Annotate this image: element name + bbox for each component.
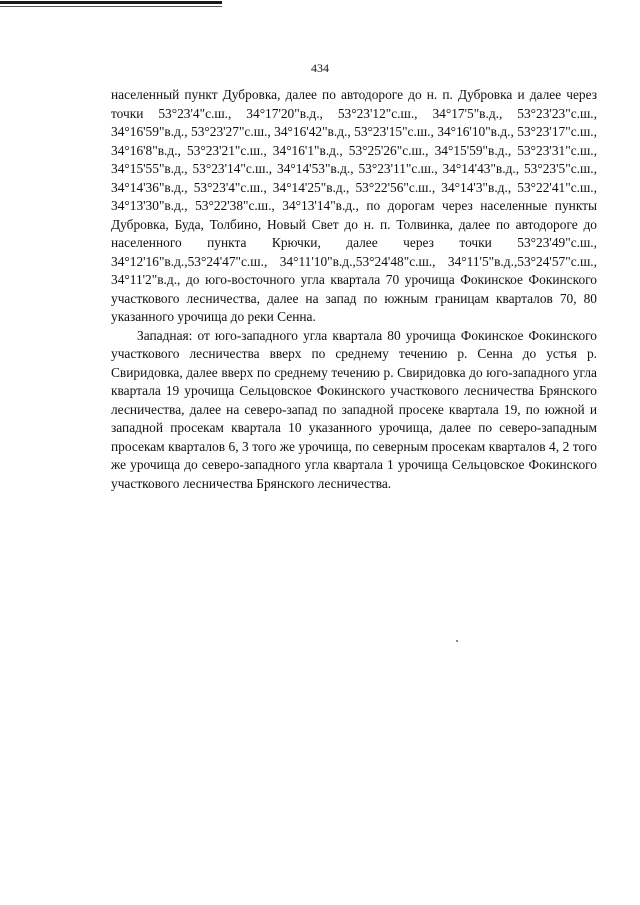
document-body bbox=[111, 86, 597, 493]
header-rule bbox=[0, 1, 222, 4]
paragraph-route-continuation: населенный пункт Дубровка, далее по автодороге до н. п. Дубровка и далее через точки 53°23'4"с.ш., 34°17'20"в.д., 53°23'12"с.ш., 34°17'5"в.д., 53°23'23"с.ш., 34°16'59"в.д., 53°23'27"с.ш., 34°16'42"в.д., 53°23'15"с.ш., 34°16'10"в.д., 53°23'17"с.ш., 34°16'8"в.д., 53°23'21"с.ш., 34°16'1"в.д., 53°25'26"с.ш., 34°15'59"в.д., 53°23'31"с.ш., 34°15'55"в.д., 53°23'14"с.ш., 34°14'53"в.д., 53°23'11"с.ш., 34°14'43"в.д., 53°23'5"с.ш., 34°14'36"в.д., 53°23'4"с.ш., 34°14'25"в.д., 53°22'56"с.ш., 34°14'3"в.д., 53°22'41"с.ш., 34°13'30"в.д., 53°22'38"с.ш., 34°13'14"в.д., по дорогам через населенные пункты Дубровка, Буда, Толбино, Новый Свет до н. п. Толвинка, далее по автодороге до населенного пункта Крючки, далее через точки 53°23'49"с.ш., 34°12'16"в.д.,53°24'47"с.ш., 34°11'10"в.д.,53°24'48"с.ш., 34°11'5"в.д.,53°24'57"с.ш., 34°11'2"в.д., до юго-восточного угла квартала 70 урочища Фокинское Фокинского участкового лесничества, далее на запад по южным границам кварталов 70, 80 указанного урочища до реки Сенна. bbox=[111, 87, 597, 324]
header-rule-thin bbox=[0, 6, 222, 7]
page-number: 434 bbox=[311, 61, 329, 75]
paragraph-western-boundary: Западная: от юго-западного угла квартала 80 урочища Фокинское Фокинского участкового лесничества вверх по среднему течению р. Сенна до устья р. Свиридовка, далее вверх по среднему течению р. Свиридовка до юго-западного угла квартала 19 урочища Сельцовское Фокинского участкового лесничества Брянского лесничества, далее на северо-запад по западной просеке квартала 19, по южной и западной просекам квартала 10 указанного урочища, далее по северо-западным просекам кварталов 6, 3 того же урочища, по северным просекам кварталов 4, 2 того же урочища до северо-западного угла квартала 1 урочища Сельцовское Фокинского участкового лесничества Брянского лесничества. bbox=[111, 327, 597, 491]
scan-speck bbox=[456, 640, 458, 642]
